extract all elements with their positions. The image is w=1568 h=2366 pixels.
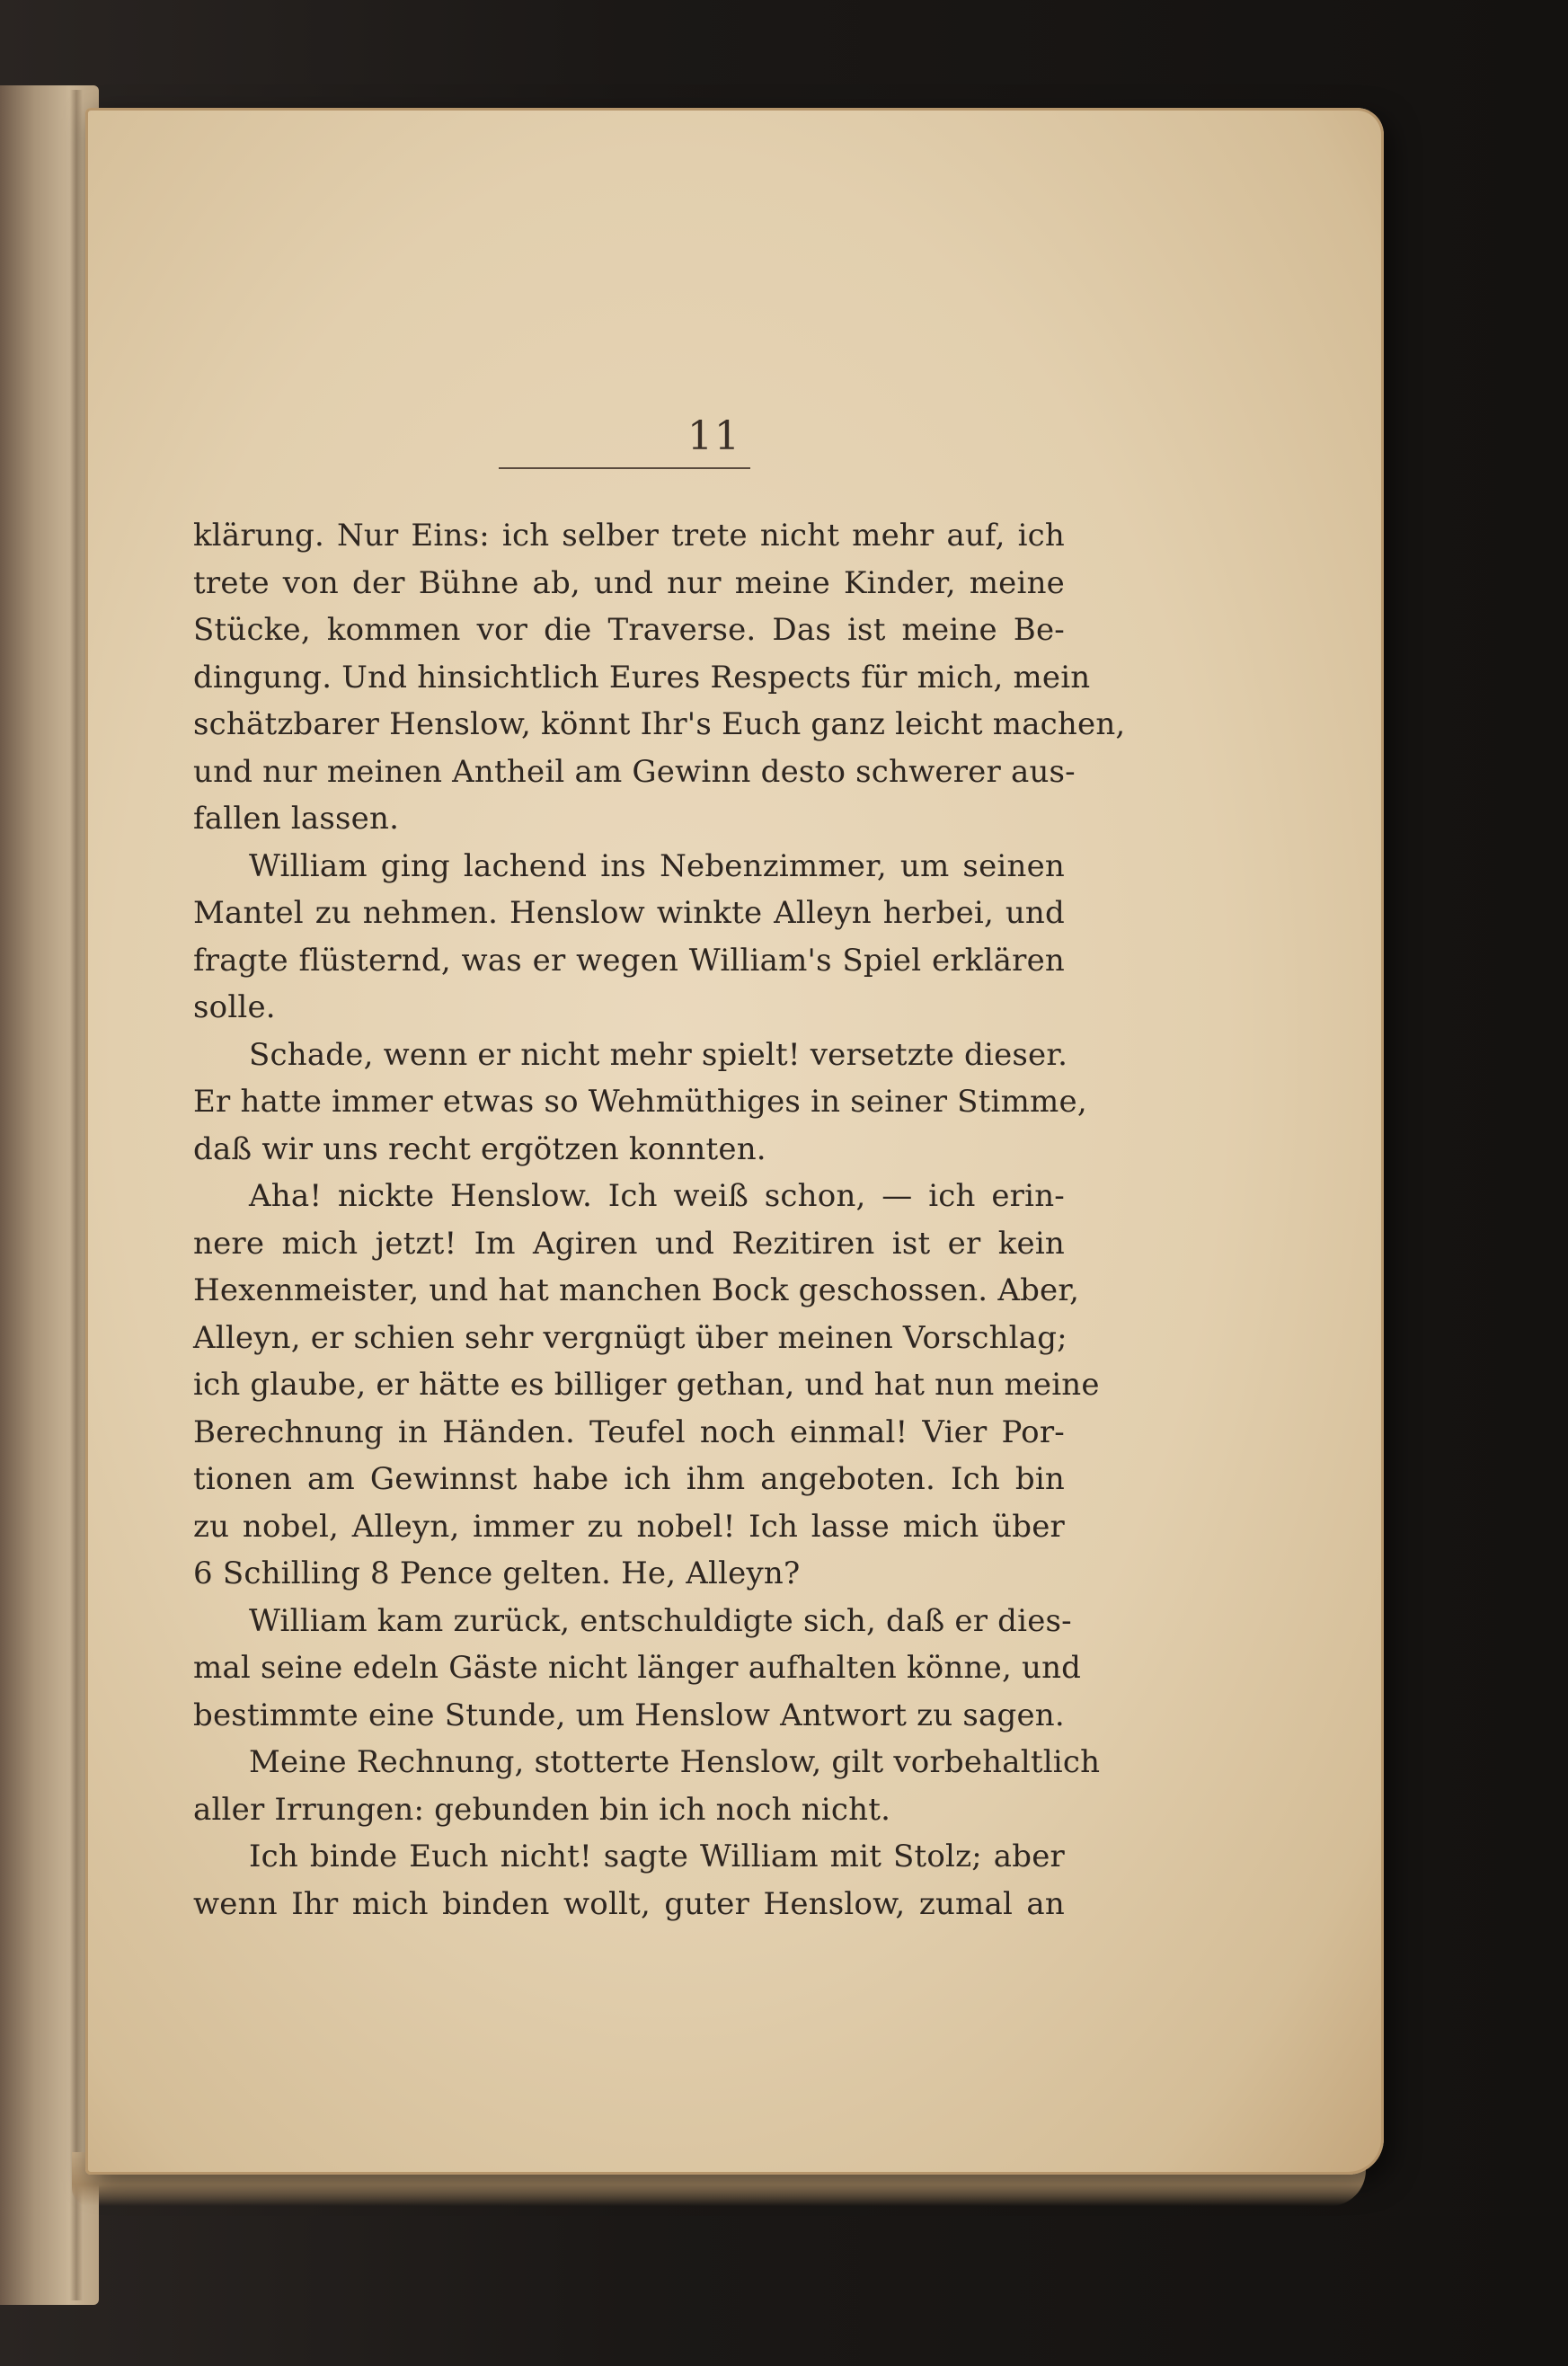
text-line: daß wir uns recht ergötzen konnten. [193,1130,766,1167]
text-line: fallen lassen. [193,801,400,837]
book-page [85,108,1384,2175]
text-line: wenn Ihr mich binden wollt, guter Henslow, zumal an [193,1885,1065,1922]
text-line: 6 Schilling 8 Pence gelten. He, Alleyn? [193,1555,801,1591]
text-line: Stücke, kommen vor die Traverse. Das ist meine Be- [193,612,1065,648]
text-line: William ging lachend ins Nebenzimmer, um seinen [249,847,1065,884]
header-rule [499,467,750,469]
text-line: Alleyn, er schien sehr vergnügt über meinen Vorschlag; [193,1319,1067,1356]
text-line: ich glaube, er hätte es billiger gethan, und hat nun meine [193,1367,1100,1403]
text-line: schätzbarer Henslow, könnt Ihr's Euch ganz leicht machen, [193,706,1126,742]
page-number: 11 [687,413,741,459]
text-line: Aha! nickte Henslow. Ich weiß schon, — ich erin- [249,1178,1065,1214]
text-line: Mantel zu nehmen. Henslow winkte Alleyn herbei, und [193,895,1065,931]
text-line: dingung. Und hinsichtlich Eures Respects für mich, mein [193,659,1091,696]
gutter-shadow [70,90,83,2300]
text-line: tionen am Gewinnst habe ich ihm angeboten. Ich bin [193,1461,1065,1497]
text-line: Meine Rechnung, stotterte Henslow, gilt vorbehaltlich [249,1744,1101,1780]
text-line: nere mich jetzt! Im Agiren und Rezitiren ist er kein [193,1225,1065,1262]
book-spine [0,85,99,2305]
text-line: fragte flüsternd, was er wegen William's Spiel erklären [193,942,1065,979]
text-line: und nur meinen Antheil am Gewinn desto schwerer aus- [193,753,1076,790]
text-line: mal seine edeln Gäste nicht länger aufhalten könne, und [193,1650,1082,1686]
text-line: solle. [193,989,276,1025]
text-line: Ich binde Euch nicht! sagte William mit Stolz; aber [249,1839,1065,1874]
text-line: William kam zurück, entschuldigte sich, daß er dies- [249,1602,1072,1639]
text-line: trete von der Bühne ab, und nur meine Kinder, meine [193,564,1065,601]
body-text [193,512,1126,1927]
text-line: zu nobel, Alleyn, immer zu nobel! Ich lasse mich über [193,1508,1065,1545]
text-line: Schade, wenn er nicht mehr spielt! versetzte dieser. [249,1036,1068,1073]
text-line: Er hatte immer etwas so Wehmüthiges in seiner Stimme, [193,1084,1087,1120]
text-line: bestimmte eine Stunde, um Henslow Antwort zu sagen. [193,1697,1065,1733]
text-line: aller Irrungen: gebunden bin ich noch nicht. [193,1791,891,1828]
text-line: Berechnung in Händen. Teufel noch einmal! Vier Por- [193,1413,1065,1450]
text-line: Hexenmeister, und hat manchen Bock geschossen. Aber, [193,1272,1080,1308]
text-line: klärung. Nur Eins: ich selber trete nicht mehr auf, ich [193,518,1065,554]
